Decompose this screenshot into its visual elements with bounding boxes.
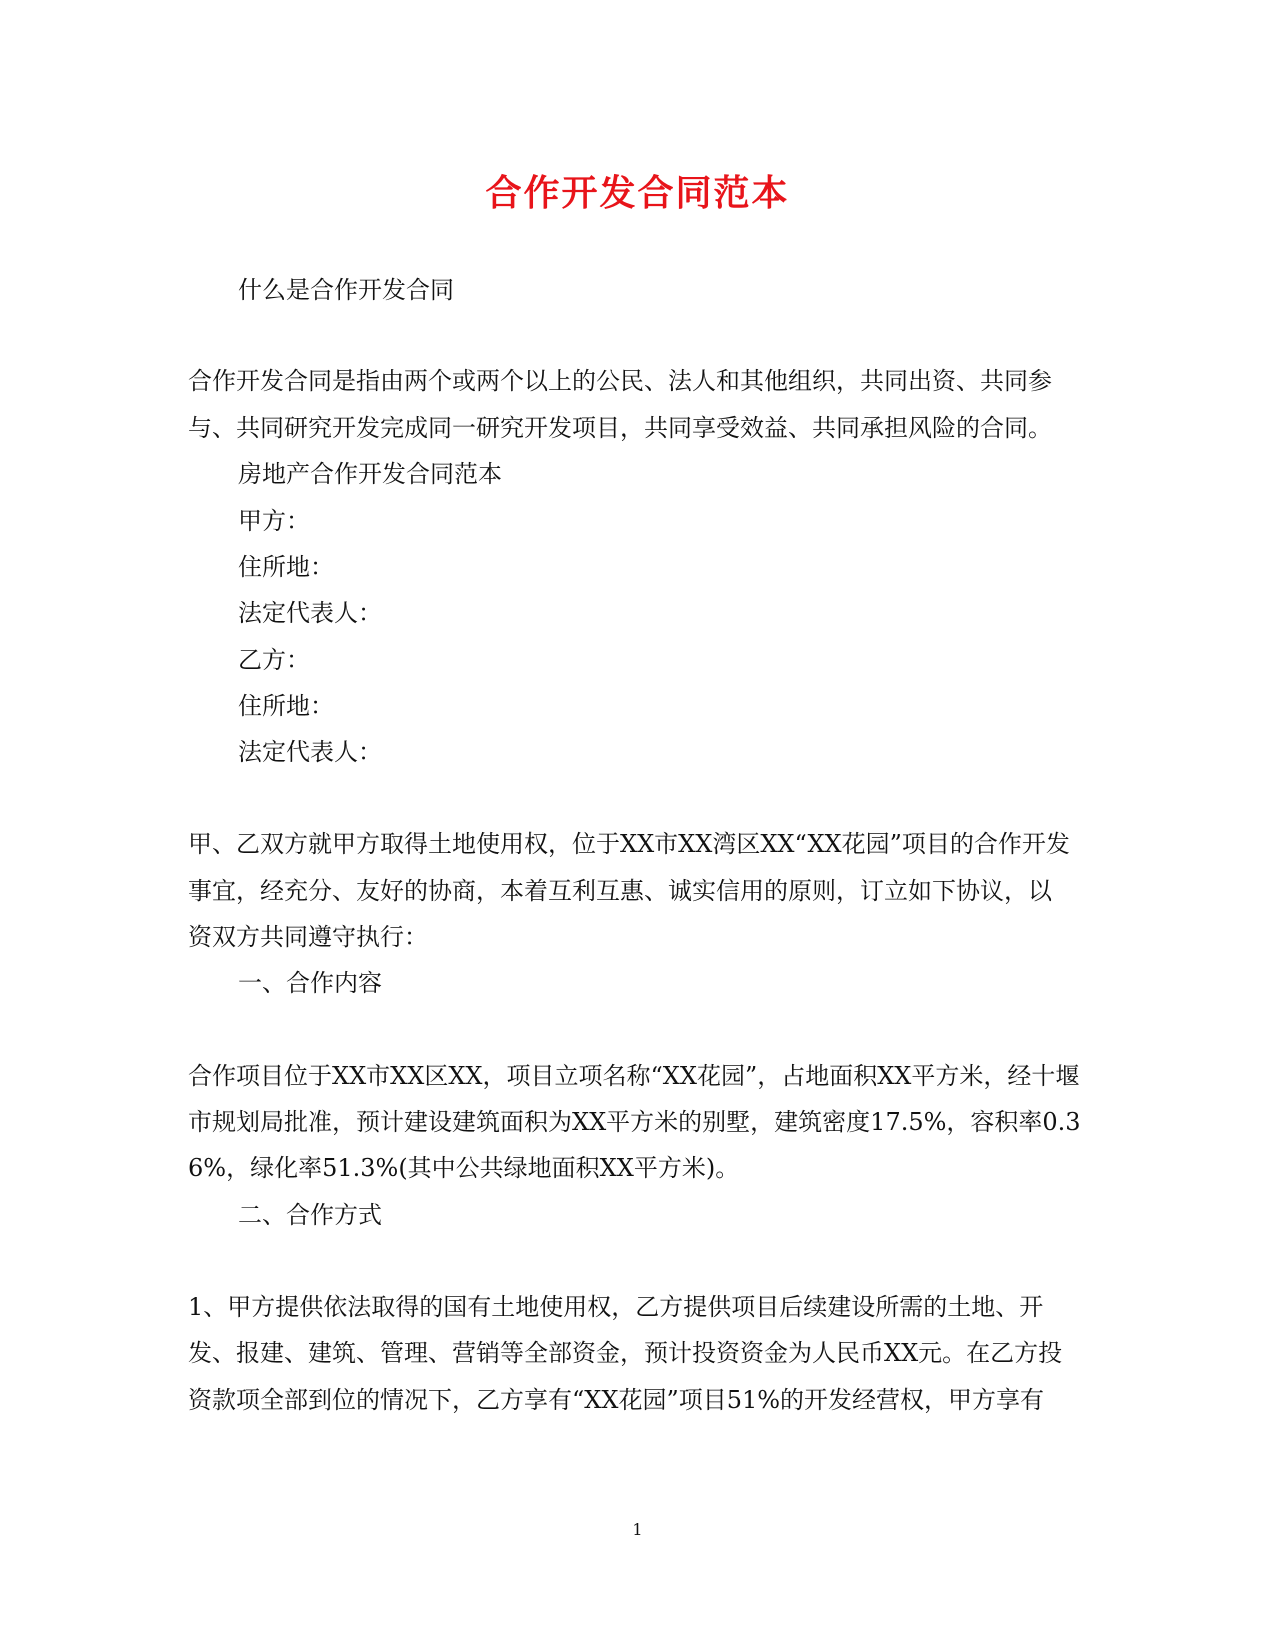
paragraph-line: 6%，绿化率51.3%(其中公共绿地面积XX平方米)。 (188, 1154, 740, 1182)
paragraph-line: 市规划局批准，预计建设建筑面积为XX平方米的别墅，建筑密度17.5%，容积率0.3 (188, 1108, 1081, 1136)
heading-what-is: 什么是合作开发合同 (238, 276, 454, 304)
document-title: 合作开发合同范本 (485, 172, 790, 214)
party-b-label: 乙方： (238, 646, 310, 674)
party-b-representative-label: 法定代表人： (238, 738, 382, 766)
paragraph-line: 资款项全部到位的情况下，乙方享有“XX花园”项目51%的开发经营权，甲方享有 (188, 1386, 1045, 1414)
paragraph-line: 事宜，经充分、友好的协商，本着互利互惠、诚实信用的原则，订立如下协议，以 (188, 877, 1052, 905)
paragraph-line: 与、共同研究开发完成同一研究开发项目，共同享受效益、共同承担风险的合同。 (188, 414, 1052, 442)
paragraph-line: 合作项目位于XX市XX区XX，项目立项名称“XX花园”，占地面积XX平方米，经十堰 (188, 1062, 1080, 1090)
section-heading: 一、合作内容 (238, 969, 382, 997)
party-a-label: 甲方： (238, 507, 310, 535)
party-b-address-label: 住所地： (238, 692, 334, 720)
paragraph-line: 资双方共同遵守执行： (188, 923, 428, 951)
page-number: 1 (632, 1520, 643, 1539)
paragraph-line: 合作开发合同是指由两个或两个以上的公民、法人和其他组织，共同出资、共同参 (188, 367, 1052, 395)
section-heading: 二、合作方式 (238, 1201, 382, 1229)
paragraph-line: 1、甲方提供依法取得的国有土地使用权，乙方提供项目后续建设所需的土地、开 (188, 1293, 1044, 1321)
party-a-address-label: 住所地： (238, 553, 334, 581)
paragraph-line: 甲、乙双方就甲方取得土地使用权，位于XX市XX湾区XX“XX花园”项目的合作开发 (188, 830, 1070, 858)
paragraph-line: 发、报建、建筑、管理、营销等全部资金，预计投资资金为人民币XX元。在乙方投 (188, 1339, 1063, 1367)
heading-template: 房地产合作开发合同范本 (238, 460, 502, 488)
party-a-representative-label: 法定代表人： (238, 599, 382, 627)
